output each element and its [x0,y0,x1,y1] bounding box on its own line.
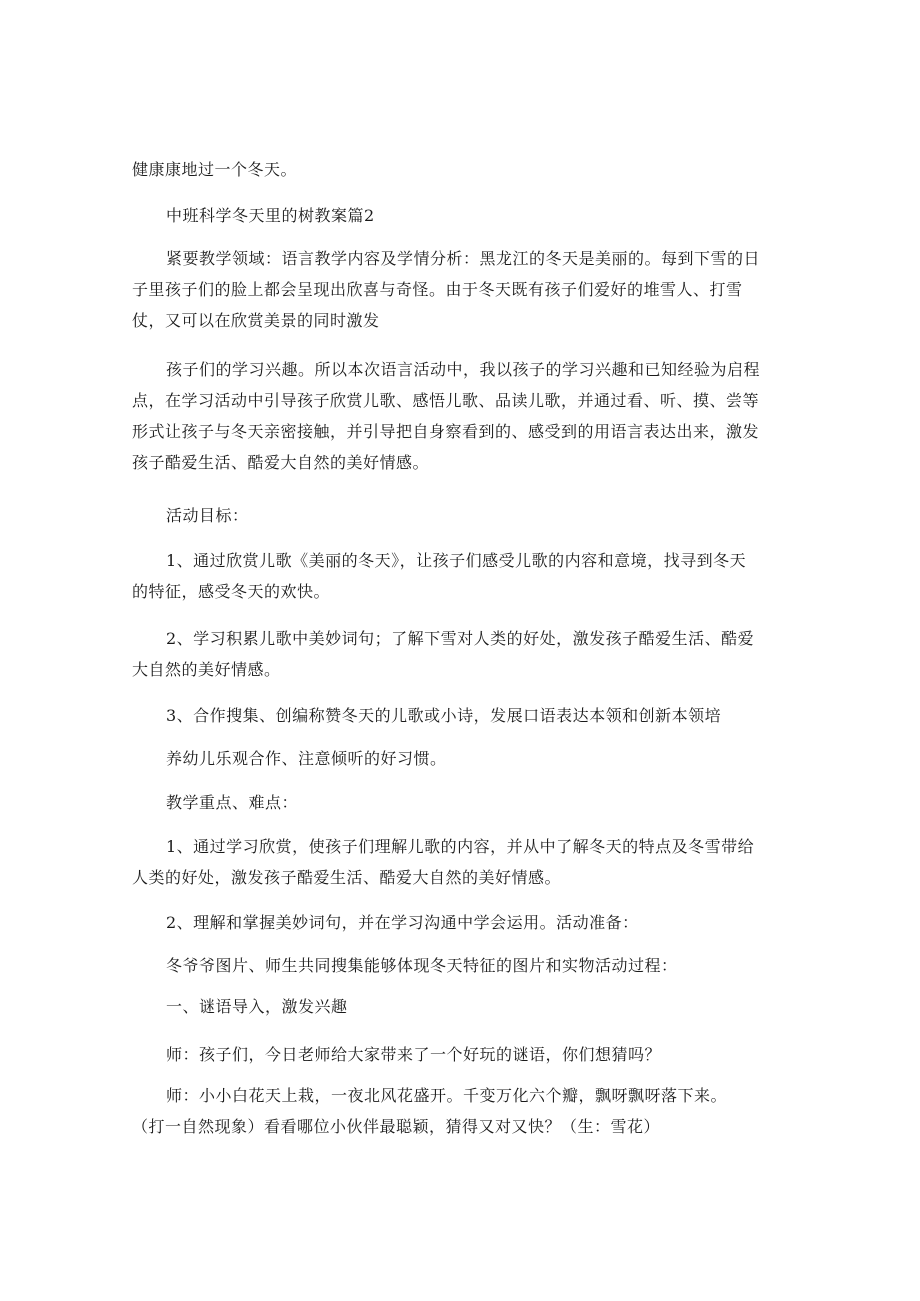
text-line: 2、学习积累儿歌中美妙词句；了解下雪对人类的好处，激发孩子酷爱生活、酷爱 [166,629,755,648]
teacher-line-1 [132,1041,782,1069]
section-heading [132,202,782,230]
preparation-process [132,952,782,980]
paragraph-analysis [132,243,782,336]
text-line: 2、理解和掌握美妙词句，并在学习沟通中学会运用。活动准备： [166,913,639,932]
text-line: 人类的好处，激发孩子酷爱生活、酷爱大自然的美好情感。 [132,868,562,887]
paragraph-intro-end [132,156,782,184]
goal-item-2 [132,623,782,685]
text-line: 的特征，感受冬天的欢快。 [132,582,331,601]
text-line: 师：小小白花天上栽，一夜北风花盛开。千变万化六个瓣，飘呀飘呀落下来。 [166,1086,728,1105]
text-line: 中班科学冬天里的树教案篇2 [166,206,375,225]
goal-item-3 [132,702,782,730]
text-line: 大自然的美好情感。 [132,660,281,679]
text-line: 冬爷爷图片、师生共同搜集能够体现冬天特征的图片和实物活动过程： [166,956,678,975]
key-point-2 [132,909,782,937]
text-line: 养幼儿乐观合作、注意倾听的好习惯。 [166,749,447,768]
text-line: 点，在学习活动中引导孩子欣赏儿歌、感悟儿歌、品读儿歌，并通过看、听、摸、尝等 [132,391,760,410]
goal-item-3-cont [132,745,782,773]
text-line: 1、通过欣赏儿歌《美丽的冬天》，让孩子们感受儿歌的内容和意境，找寻到冬天 [166,551,747,570]
goal-item-1 [132,545,782,607]
step-1-heading [132,993,782,1021]
text-line: （打一自然现象）看看哪位小伙伴最聪颖，猜得又对又快？（生：雪花） [132,1117,661,1136]
key-points-heading [132,789,782,817]
text-line: 健康康地过一个冬天。 [132,160,298,179]
text-line: 1、通过学习欣赏，使孩子们理解儿歌的内容，并从中了解冬天的特点及冬雪带给 [166,837,755,856]
text-line: 3、合作搜集、创编称赞冬天的儿歌或小诗，发展口语表达本领和创新本领培 [166,706,722,725]
text-line: 形式让孩子与冬天亲密接触，并引导把自身察看到的、感受到的用语言表达出来，激发 [132,422,760,441]
text-line: 孩子酷爱生活、酷爱大自然的美好情感。 [132,453,430,472]
paragraph-interest [132,354,782,478]
key-point-1 [132,831,782,893]
text-line: 师：孩子们，今日老师给大家带来了一个好玩的谜语，你们想猜吗？ [166,1045,662,1064]
text-line: 紧要教学领域：语言教学内容及学情分析：黑龙江的冬天是美丽的。每到下雪的日 [166,249,761,268]
text-line: 子里孩子们的脸上都会呈现出欣喜与奇怪。由于冬天既有孩子们爱好的堆雪人、打雪 [132,280,743,299]
text-line: 仗，又可以在欣赏美景的同时激发 [132,311,380,330]
text-line: 孩子们的学习兴趣。所以本次语言活动中，我以孩子的学习兴趣和已知经验为启程 [166,360,761,379]
text-line: 活动目标： [166,506,249,525]
text-line: 教学重点、难点： [166,793,299,812]
text-line: 一、谜语导入，激发兴趣 [166,997,348,1016]
teacher-riddle [132,1080,782,1142]
activity-goals-heading [132,502,782,530]
